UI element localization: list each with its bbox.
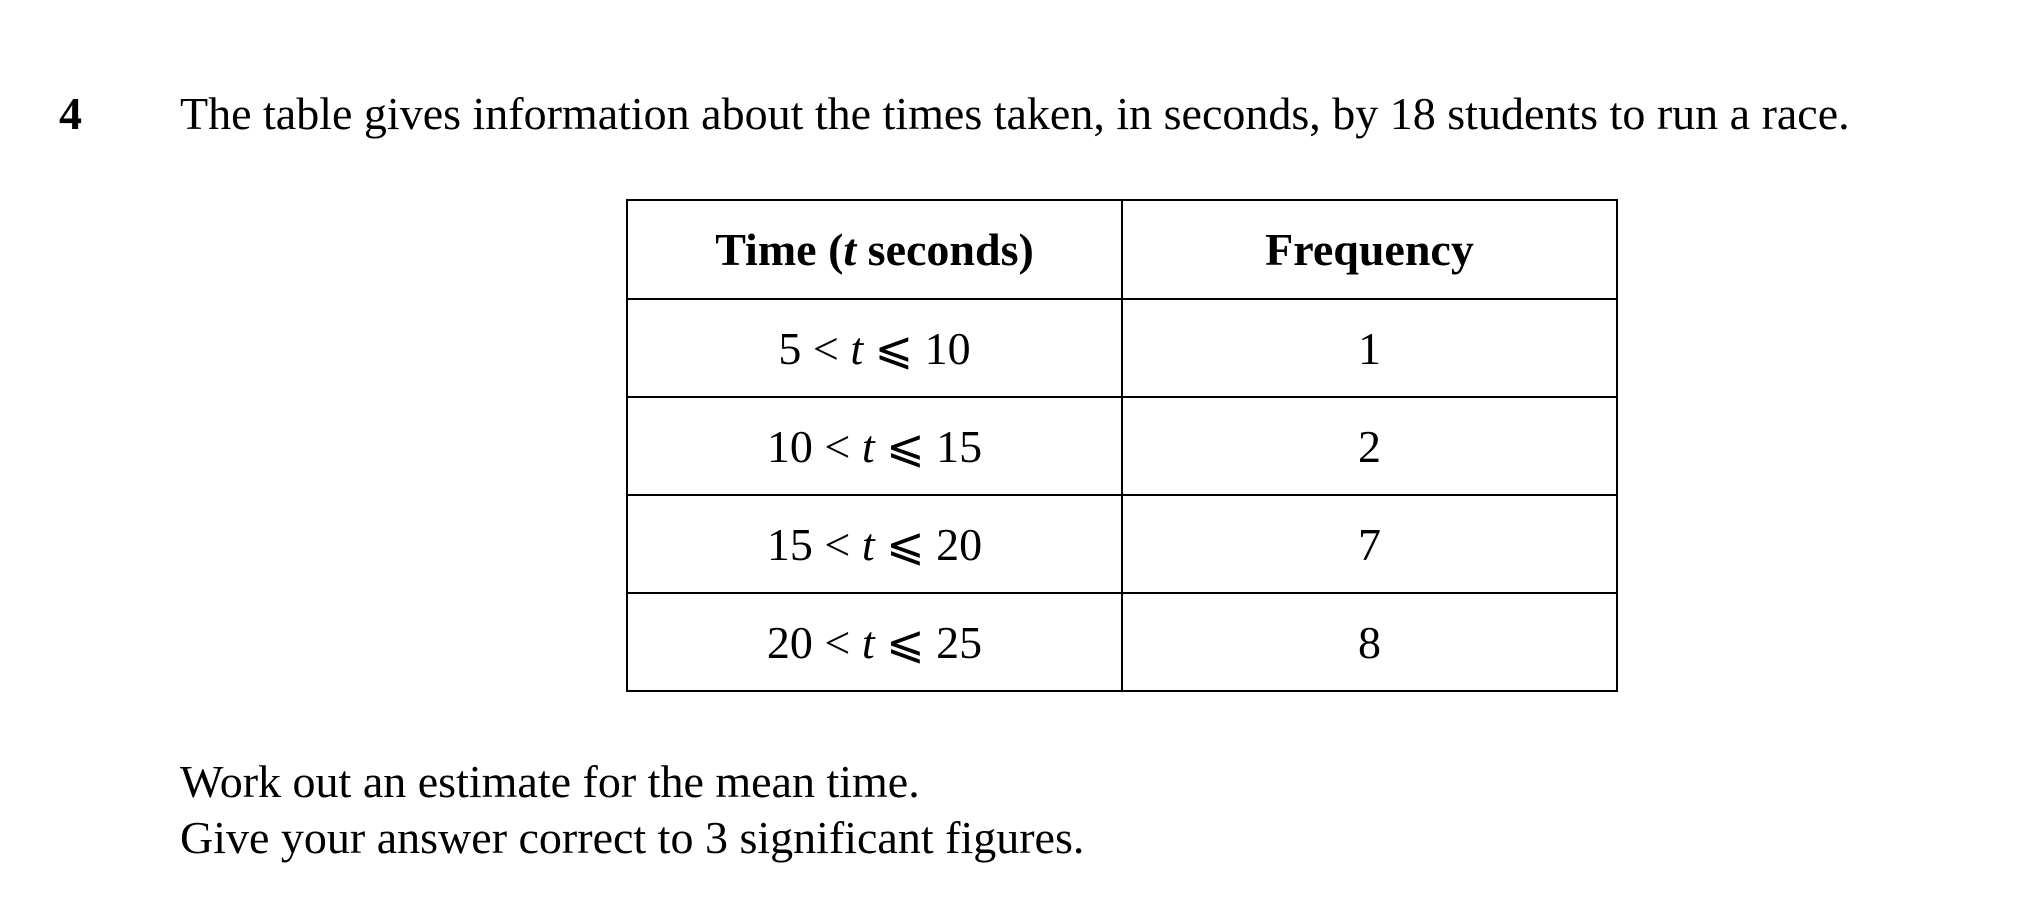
table-row [627, 495, 1617, 593]
interval-variable: t [850, 323, 864, 374]
less-than-symbol: < [812, 519, 862, 570]
frequency-cell: 2 [1122, 397, 1617, 495]
table-row [627, 397, 1617, 495]
interval-lower: 15 [766, 519, 813, 570]
interval-upper: 20 [936, 519, 983, 570]
table-header-row [627, 200, 1617, 299]
frequency-cell: 8 [1122, 593, 1617, 691]
less-than-symbol: < [801, 323, 851, 374]
less-than-symbol: < [812, 617, 862, 668]
frequency-cell: 7 [1122, 495, 1617, 593]
instruction-estimate-mean: Work out an estimate for the mean time. [180, 756, 920, 807]
time-column-header [627, 200, 1122, 299]
interval-lower: 5 [778, 323, 802, 374]
time-interval-cell [627, 495, 1122, 593]
time-interval-cell [627, 299, 1122, 397]
frequency-table [626, 199, 1618, 692]
less-or-equal-symbol: ⩽ [863, 323, 925, 374]
less-or-equal-symbol: ⩽ [874, 421, 937, 472]
time-header-suffix: seconds) [856, 224, 1034, 275]
less-than-symbol: < [812, 421, 862, 472]
frequency-cell: 1 [1122, 299, 1617, 397]
interval-upper: 10 [924, 323, 971, 374]
frequency-column-header: Frequency [1122, 200, 1617, 299]
interval-lower: 20 [766, 617, 813, 668]
less-or-equal-symbol: ⩽ [874, 519, 937, 570]
interval-lower: 10 [766, 421, 813, 472]
interval-upper: 25 [936, 617, 983, 668]
question-prompt: The table gives information about the times taken, in seconds, by 18 students to run a race. [180, 88, 1850, 139]
time-header-prefix: Time ( [715, 224, 844, 275]
interval-variable: t [861, 519, 875, 570]
time-interval-cell [627, 397, 1122, 495]
interval-variable: t [861, 617, 875, 668]
time-header-variable: t [843, 224, 857, 275]
table-row [627, 299, 1617, 397]
question-number: 4 [59, 88, 82, 139]
table-row [627, 593, 1617, 691]
interval-upper: 15 [936, 421, 983, 472]
less-or-equal-symbol: ⩽ [874, 617, 937, 668]
time-interval-cell [627, 593, 1122, 691]
instruction-significant-figures: Give your answer correct to 3 significant figures. [180, 812, 1085, 863]
interval-variable: t [861, 421, 875, 472]
